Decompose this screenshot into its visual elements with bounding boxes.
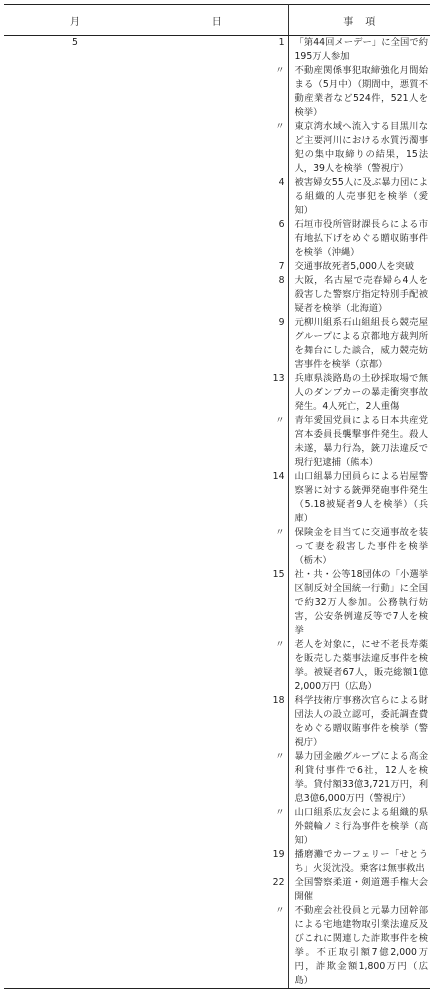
- event-cell: 社・共・公等18団体の「小選挙区制反対全国統一行動」に全国で約32万人参加。公務執行妨害，公安条例違反等で7人を検挙: [294, 569, 428, 636]
- month-cell: [4, 526, 146, 568]
- event-header-char-2: 項: [365, 16, 376, 28]
- event-cell: 保険金を目当てに交通事故を装って妻を殺害した事件を検挙（栃木）: [294, 527, 428, 566]
- day-cell: 15: [146, 568, 288, 638]
- month-cell: [4, 218, 146, 260]
- day-cell: 19: [146, 848, 288, 876]
- month-cell: [4, 638, 146, 694]
- table-row: [4, 316, 430, 372]
- month-cell: [4, 414, 146, 470]
- table-row: [4, 638, 430, 694]
- table-row: [4, 274, 430, 316]
- month-cell: [4, 876, 146, 904]
- month-cell: [4, 120, 146, 176]
- table-row: [4, 260, 430, 274]
- event-cell: 山口組系広友会による組織的県外競輪ノミ行為事件を検挙（高知）: [294, 807, 428, 846]
- month-cell: [4, 568, 146, 638]
- event-cell: 山口組暴力団員らによる岩屋警察署に対する銃弾発砲事件発生（5.18被疑者9人を検挙）（兵庫）: [294, 471, 428, 524]
- table-row: [4, 568, 430, 638]
- month-header: 月: [4, 5, 146, 36]
- event-cell: 暴力団金融グループによる高金利貸付事件で6社，12人を検挙。貸付額33億3,721万円，利息3億6,000万円（警視庁）: [294, 751, 428, 804]
- event-cell: 「第44回メーデー」に全国で約195万人参加: [294, 37, 428, 62]
- day-cell: 〃: [146, 414, 288, 470]
- day-cell: 〃: [146, 526, 288, 568]
- day-cell: 1: [146, 36, 288, 65]
- day-cell: 〃: [146, 120, 288, 176]
- month-cell: [4, 260, 146, 274]
- event-cell: 大阪，名古屋で売春婦ら4人を殺害した警察庁指定特別手配被疑者を検挙（北海道）: [294, 275, 428, 314]
- table-row: [4, 176, 430, 218]
- event-cell: 被害婦女55人に及ぶ暴力団による組織的人売事犯を検挙（愛知）: [294, 177, 428, 216]
- day-cell: 〃: [146, 638, 288, 694]
- month-cell: [4, 470, 146, 526]
- table-row: [4, 120, 430, 176]
- day-cell: 7: [146, 260, 288, 274]
- day-cell: 8: [146, 274, 288, 316]
- event-cell: 石垣市役所管財課長らによる市有地払下げをめぐる贈収賄事件を検挙（沖縄）: [294, 219, 428, 258]
- month-cell: [4, 64, 146, 120]
- event-cell: 元柳川組系石山組組長ら競売屋グループによる京都地方裁判所を舞台にした談合，威力競売妨害事件を検挙（京都）: [294, 317, 428, 370]
- table-row: [4, 414, 430, 470]
- event-cell: 兵庫県淡路島の土砂採取場で無人のダンプカーの暴走衝突事故発生。4人死亡，2人重傷: [294, 373, 428, 412]
- month-cell: [4, 274, 146, 316]
- event-cell: 青年愛国党員による日本共産党宮本委員長襲撃事件発生。殺人未遂，暴力行為，銃刀法違反で現行犯逮捕（熊本）: [294, 415, 428, 468]
- day-cell: 〃: [146, 904, 288, 989]
- day-cell: 22: [146, 876, 288, 904]
- chronology-table: [4, 4, 430, 989]
- month-cell: [4, 806, 146, 848]
- event-cell: 老人を対象に，にせ不老長寿薬を販売した薬事法違反事件を検挙。被疑者67人，販売総額1億2,000万円（広島）: [294, 639, 428, 692]
- event-cell: 不動産関係事犯取締強化月間始まる（5月中）（期間中，悪質不動産業者など524件，521人を検挙）: [294, 65, 428, 118]
- table-row: [4, 372, 430, 414]
- table-row: [4, 876, 430, 904]
- month-cell: [4, 372, 146, 414]
- event-header: [288, 5, 430, 36]
- month-cell: [4, 750, 146, 806]
- day-header: 日: [146, 5, 288, 36]
- header-row: [4, 5, 430, 36]
- table-row: [4, 750, 430, 806]
- event-cell: 全国警察柔道・剣道選手権大会開催: [294, 877, 428, 902]
- day-cell: 〃: [146, 806, 288, 848]
- table-row: [4, 806, 430, 848]
- day-cell: 〃: [146, 750, 288, 806]
- event-cell: 交通事故死者5,000人を突破: [294, 261, 415, 272]
- month-cell: [4, 848, 146, 876]
- table-row: [4, 470, 430, 526]
- day-cell: 14: [146, 470, 288, 526]
- day-cell: 13: [146, 372, 288, 414]
- month-cell: [4, 176, 146, 218]
- event-cell: 東京湾水域へ流入する目黒川など主要河川における水質汚濁事犯の集中取締りの結果，15法人，39人を検挙（警視庁）: [294, 121, 428, 174]
- day-cell: 〃: [146, 64, 288, 120]
- day-cell: 4: [146, 176, 288, 218]
- table-row: [4, 694, 430, 750]
- event-cell: 播磨灘でカーフェリー「せとうち」火災沈没。乗客は無事救出: [294, 849, 428, 874]
- month-cell: [4, 694, 146, 750]
- day-cell: 6: [146, 218, 288, 260]
- month-cell: 5: [72, 37, 78, 48]
- table-row: [4, 848, 430, 876]
- event-cell: 科学技術庁事務次官らによる財団法人の設立認可，委託調査費をめぐる贈収賄事件を検挙（警視庁）: [294, 695, 428, 748]
- day-cell: 9: [146, 316, 288, 372]
- day-cell: 18: [146, 694, 288, 750]
- event-cell: 不動産会社役員と元暴力団幹部による宅地建物取引業法違反及びこれに関連した詐欺事件を検挙。不正取引額7億2,000万円，詐欺金額1,800万円（広島）: [288, 904, 430, 989]
- table-row: [4, 218, 430, 260]
- month-cell: [4, 904, 146, 989]
- event-header-char-1: 事: [343, 16, 366, 28]
- table-row: [4, 904, 430, 989]
- month-cell: [4, 316, 146, 372]
- table-row: [4, 36, 430, 65]
- table-row: [4, 526, 430, 568]
- table-row: [4, 64, 430, 120]
